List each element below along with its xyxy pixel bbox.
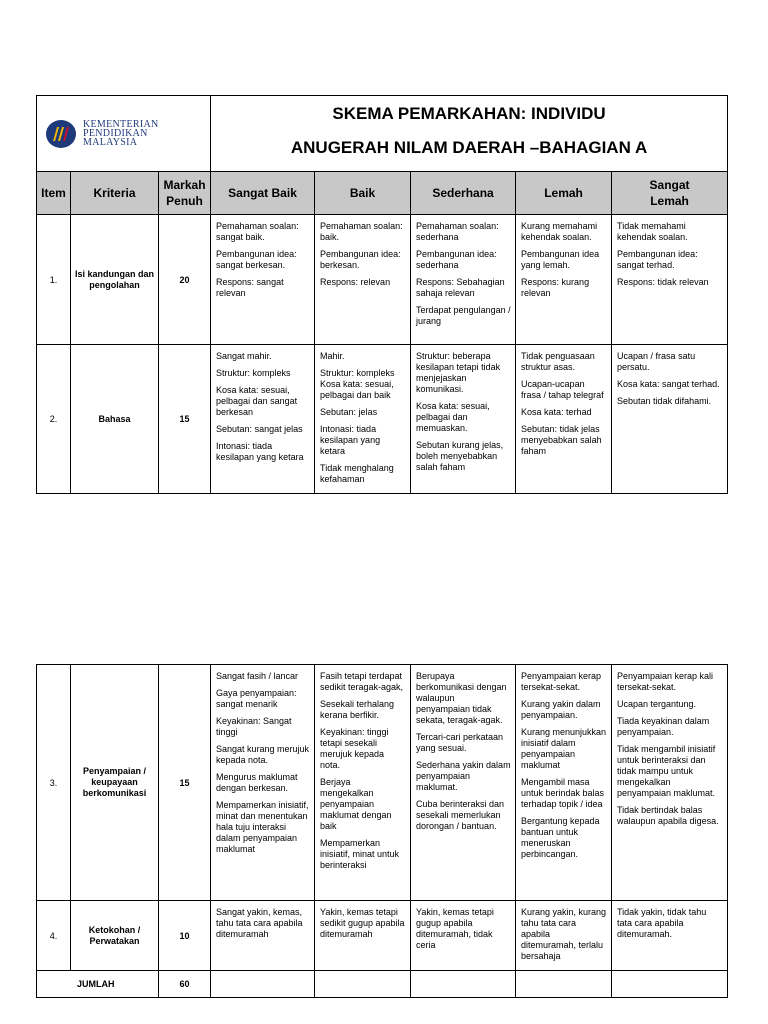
descriptor-text: Tidak yakin, tidak tahu tata cara apabila ditemuramah. [617,907,707,939]
descriptor-text: Pembangunan idea: berkesan. [320,249,401,270]
full-marks: 20 [159,215,211,345]
ministry-emblem-icon [45,119,77,149]
descriptor-sangat-lemah [612,345,728,494]
col-baik: Baik [315,172,411,215]
column-header-row [37,172,728,215]
descriptor-text: Tidak penguasaan struktur asas. [521,351,595,372]
descriptor-text: Struktur: kompleks Kosa kata: sesuai, pelbagai dan baik [320,368,395,400]
descriptor-text: Pembangunan idea: sangat terhad. [617,249,698,270]
rubric-row [37,215,728,345]
descriptor-text: Sangat yakin, kemas, tahu tata cara apabila ditemuramah [216,907,303,939]
descriptor-text: Bergantung kepada bantuan untuk meneruskan perbincangan. [521,816,600,859]
total-empty-cell [315,971,411,998]
descriptor-text: Terdapat pengulangan / jurang [416,305,511,326]
col-kriteria: Kriteria [71,172,159,215]
descriptor-text: Penyampaian kerap tersekat-sekat. [521,671,602,692]
col-sangat-lemah-line-2: Lemah [650,194,689,208]
descriptor-text: Sangat fasih / lancar [216,671,299,681]
descriptor-text: Sebutan: tidak jelas menyebabkan salah faham [521,424,602,456]
total-empty-cell [516,971,612,998]
criteria-name: Ketokohan / Perwatakan [71,901,159,971]
descriptor-text: Mengambil masa untuk berindak balas terhadap topik / idea [521,777,605,809]
descriptor-text: Penyampaian kerap kali tersekat-sekat. [617,671,714,692]
col-lemah: Lemah [516,172,612,215]
rubric-rows-part-1 [37,215,728,494]
descriptor-text: Mengurus maklumat dengan berkesan. [216,772,298,793]
descriptor-baik [315,665,411,901]
full-marks: 15 [159,665,211,901]
total-row [37,971,728,998]
criteria-name: Penyampaian / keupayaan berkomunikasi [71,665,159,901]
descriptor-text: Tidak bertindak balas walaupun apabila digesa. [617,805,719,826]
descriptor-text: Sangat mahir. [216,351,272,361]
descriptor-text: Pemahaman soalan: baik. [320,221,403,242]
col-sederhana: Sederhana [411,172,516,215]
descriptor-text: Yakin, kemas tetapi gugup apabila ditemuramah, tidak ceria [416,907,494,950]
logo-line-1: KEMENTERIAN [83,119,159,130]
descriptor-text: Respons: relevan [320,277,391,287]
criteria-name: Isi kandungan dan pengolahan [71,215,159,345]
descriptor-text: Intonasi: tiada kesilapan yang ketara [216,441,304,462]
rubric-row [37,345,728,494]
descriptor-text: Pemahaman soalan: sederhana [416,221,499,242]
total-label: JUMLAH [37,971,159,998]
descriptor-text: Kurang yakin, kurang tahu tata cara apabila ditemuramah, terlalu bersahaja [521,907,607,961]
descriptor-lemah [516,215,612,345]
descriptor-text: Sangat kurang merujuk kepada nota. [216,744,310,765]
descriptor-text: Kurang memahami kehendak soalan. [521,221,598,242]
descriptor-text: Mempamerkan inisiatif, minat untuk berinteraksi [320,838,400,870]
descriptor-text: Ucapan tergantung. [617,699,697,709]
descriptor-text: Gaya penyampaian: sangat menarik [216,688,297,709]
descriptor-text: Respons: tidak relevan [617,277,709,287]
descriptor-sangat-baik [211,901,315,971]
descriptor-text: Tidak mengambil inisiatif untuk berinteraksi dan tidak mampu untuk mengekalkan penyampaian maklumat. [617,744,716,798]
descriptor-sangat-lemah [612,901,728,971]
descriptor-text: Sebutan: jelas [320,407,378,417]
descriptor-text: Cuba berinteraksi dan sesekali memerlukan dorongan / bantuan. [416,799,505,831]
full-marks: 15 [159,345,211,494]
descriptor-sederhana [411,665,516,901]
header-row [37,96,728,172]
descriptor-lemah [516,901,612,971]
item-number: 2. [37,345,71,494]
title-cell [211,96,728,172]
descriptor-text: Mempamerkan inisiatif, minat dan menentukan hala tuju interaksi dalam penyampaian maklumat [216,800,309,854]
descriptor-sederhana [411,345,516,494]
descriptor-baik [315,215,411,345]
logo-cell [37,96,211,172]
ministry-logo [37,119,210,149]
descriptor-text: Berjaya mengekalkan penyampaian maklumat dengan baik [320,777,392,831]
descriptor-text: Kosa kata: sesuai, pelbagai dan memuaskan. [416,401,490,433]
descriptor-baik [315,345,411,494]
descriptor-text: Pemahaman soalan: sangat baik. [216,221,299,242]
descriptor-text: Keyakinan: Sangat tinggi [216,716,292,737]
descriptor-text: Struktur: kompleks [216,368,291,378]
total-marks: 60 [159,971,211,998]
descriptor-sederhana [411,901,516,971]
descriptor-sangat-baik [211,665,315,901]
descriptor-sederhana [411,215,516,345]
descriptor-sangat-baik [211,345,315,494]
descriptor-lemah [516,665,612,901]
col-markah-line-2: Penuh [166,194,203,208]
descriptor-text: Pembangunan idea: sederhana [416,249,497,270]
descriptor-text: Ucapan / frasa satu persatu. [617,351,696,372]
descriptor-text: Pembangunan idea yang lemah. [521,249,600,270]
criteria-name: Bahasa [71,345,159,494]
descriptor-text: Respons: Sebahagian sahaja relevan [416,277,505,298]
descriptor-text: Intonasi: tiada kesilapan yang ketara [320,424,381,456]
descriptor-text: Respons: kurang relevan [521,277,590,298]
total-empty-cell [411,971,516,998]
col-markah-penuh [159,172,211,215]
descriptor-text: Kurang yakin dalam penyampaian. [521,699,601,720]
document-title: SKEMA PEMARKAHAN: INDIVIDU [332,104,606,123]
descriptor-text: Fasih tetapi terdapat sedikit teragak-agak, [320,671,404,692]
col-item: Item [37,172,71,215]
descriptor-sangat-lemah [612,665,728,901]
full-marks: 10 [159,901,211,971]
descriptor-lemah [516,345,612,494]
col-sangat-lemah-line-1: Sangat [649,178,690,192]
descriptor-text: Respons: sangat relevan [216,277,284,298]
rubric-table-part-1 [36,95,728,494]
descriptor-text: Tiada keyakinan dalam penyampaian. [617,716,710,737]
descriptor-sangat-lemah [612,215,728,345]
descriptor-text: Pembangunan idea: sangat berkesan. [216,249,297,270]
descriptor-text: Ucapan-ucapan frasa / tahap telegraf [521,379,604,400]
descriptor-text: Sederhana yakin dalam penyampaian maklumat. [416,760,511,792]
descriptor-text: Kosa kata: terhad [521,407,592,417]
ministry-name [83,120,159,147]
rubric-rows-part-2 [37,665,728,971]
descriptor-text: Sebutan: sangat jelas [216,424,303,434]
descriptor-text: Tidak menghalang kefahaman [320,463,394,484]
item-number: 1. [37,215,71,345]
rubric-row [37,665,728,901]
descriptor-sangat-baik [211,215,315,345]
descriptor-text: Sebutan kurang jelas, boleh menyebabkan salah faham [416,440,504,472]
descriptor-text: Sesekali terhalang kerana berfikir. [320,699,395,720]
descriptor-text: Kosa kata: sesuai, pelbagai dan sangat berkesan [216,385,298,417]
rubric-table-part-2 [36,664,728,998]
item-number: 3. [37,665,71,901]
rubric-row [37,901,728,971]
logo-line-3: MALAYSIA [83,137,138,148]
col-sangat-baik: Sangat Baik [211,172,315,215]
descriptor-text: Kurang menunjukkan inisiatif dalam penyampaian maklumat [521,727,607,770]
descriptor-text: Berupaya berkomunikasi dengan walaupun penyampaian tidak sekata, teragak-agak. [416,671,507,725]
logo-line-2: PENDIDIKAN [83,128,148,139]
descriptor-text: Tidak memahami kehendak soalan. [617,221,688,242]
descriptor-text: Struktur: beberapa kesilapan tetapi tidak menjejaskan komunikasi. [416,351,501,394]
descriptor-text: Keyakinan: tinggi tetapi sesekali merujuk kepada nota. [320,727,389,770]
descriptor-text: Mahir. [320,351,345,361]
descriptor-text: Sebutan tidak difahami. [617,396,712,406]
col-sangat-lemah [612,172,728,215]
descriptor-text: Tercari-cari perkataan yang sesuai. [416,732,504,753]
total-empty-cell [612,971,728,998]
descriptor-text: Kosa kata: sangat terhad. [617,379,720,389]
descriptor-baik [315,901,411,971]
item-number: 4. [37,901,71,971]
total-empty-cell [211,971,315,998]
col-markah-line-1: Markah [163,178,206,192]
descriptor-text: Yakin, kemas tetapi sedikit gugup apabila ditemuramah [320,907,405,939]
document-subtitle: ANUGERAH NILAM DAERAH –BAHAGIAN A [290,138,648,157]
